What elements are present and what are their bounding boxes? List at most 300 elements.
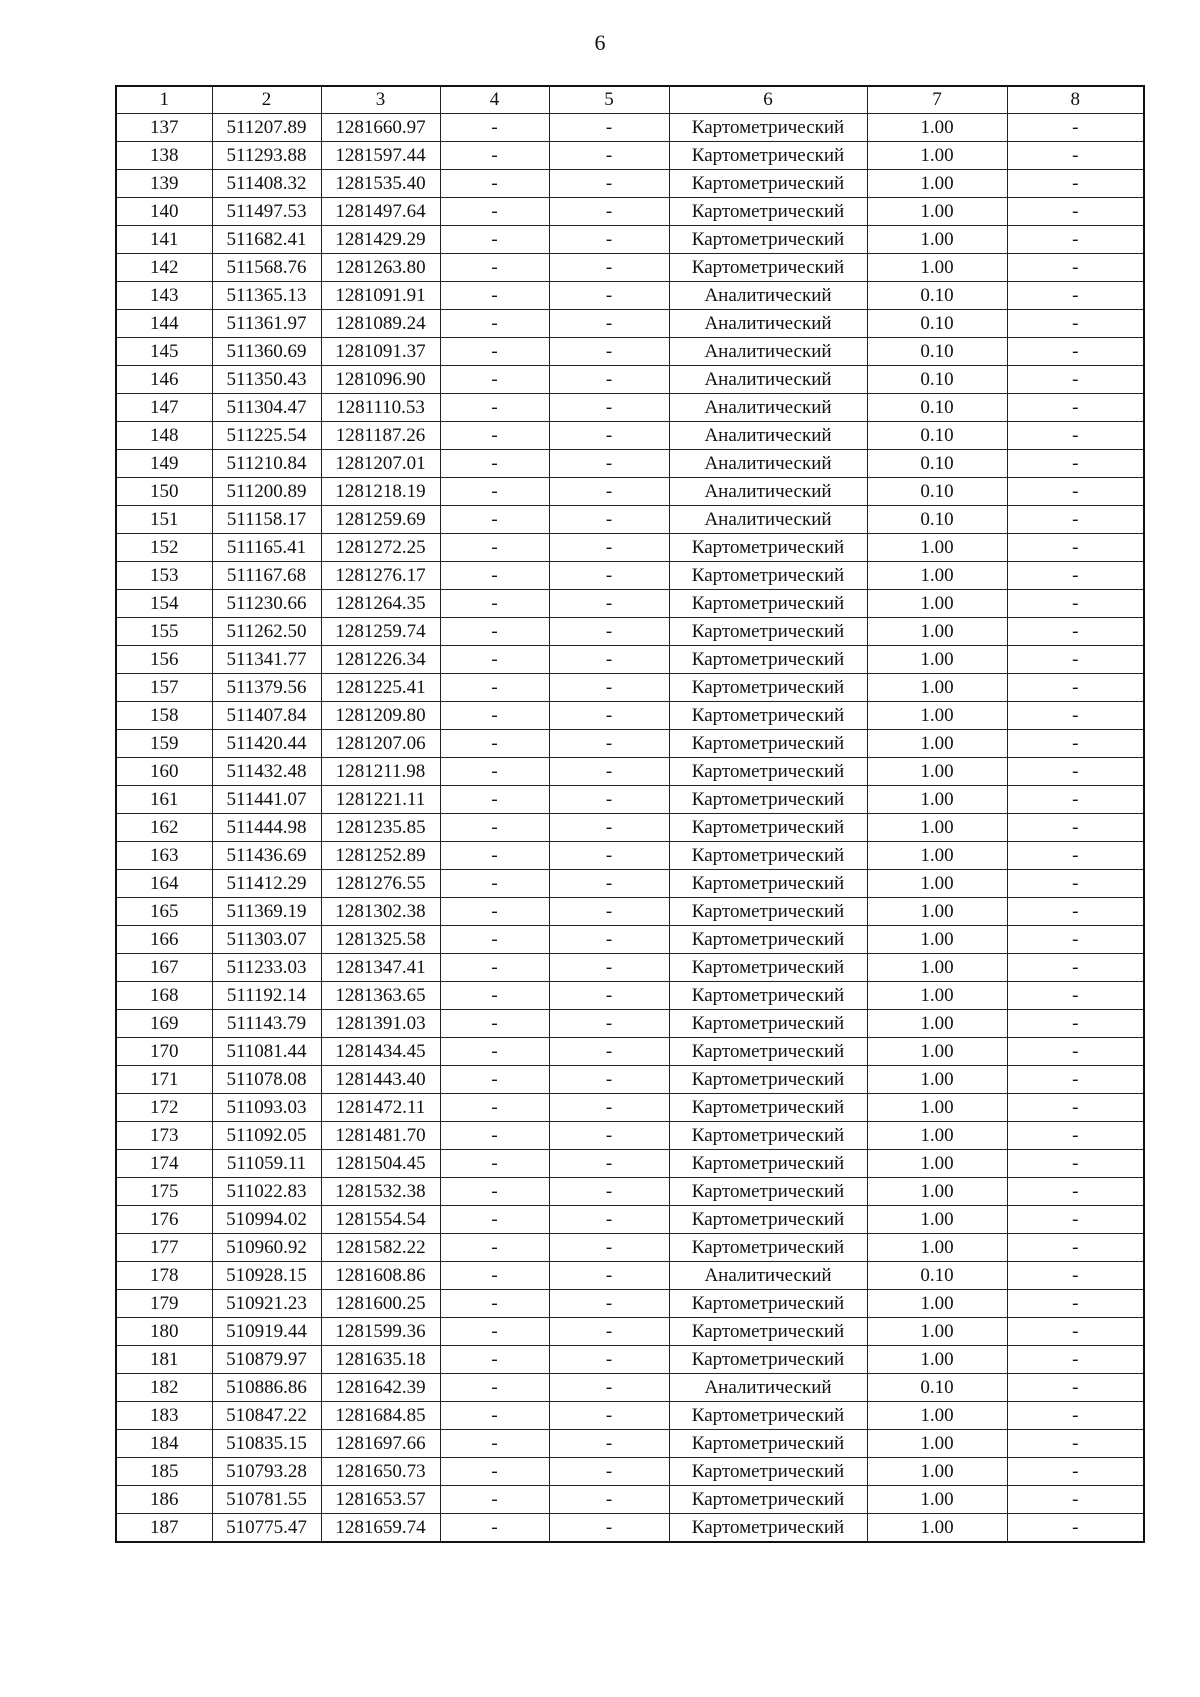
col-4-cell: - xyxy=(440,394,549,422)
col-8-cell: - xyxy=(1007,1234,1144,1262)
col-8-cell: - xyxy=(1007,730,1144,758)
y-coordinate-cell: 1281325.58 xyxy=(321,926,440,954)
col-8-cell: - xyxy=(1007,618,1144,646)
x-coordinate-cell: 510781.55 xyxy=(212,1486,321,1514)
col-8-cell: - xyxy=(1007,394,1144,422)
accuracy-cell: 1.00 xyxy=(867,1514,1007,1543)
table-row xyxy=(116,758,1144,786)
col-5-cell: - xyxy=(549,1122,669,1150)
col-8-cell: - xyxy=(1007,534,1144,562)
table-row xyxy=(116,1178,1144,1206)
col-8-cell: - xyxy=(1007,1290,1144,1318)
method-cell: Аналитический xyxy=(669,310,867,338)
method-cell: Картометрический xyxy=(669,1150,867,1178)
col-4-cell: - xyxy=(440,170,549,198)
col-8-cell: - xyxy=(1007,674,1144,702)
point-number-cell: 172 xyxy=(116,1094,212,1122)
point-number-cell: 140 xyxy=(116,198,212,226)
x-coordinate-cell: 511293.88 xyxy=(212,142,321,170)
col-5-cell: - xyxy=(549,1206,669,1234)
point-number-cell: 184 xyxy=(116,1430,212,1458)
point-number-cell: 161 xyxy=(116,786,212,814)
col-4-cell: - xyxy=(440,646,549,674)
accuracy-cell: 1.00 xyxy=(867,1486,1007,1514)
point-number-cell: 179 xyxy=(116,1290,212,1318)
point-number-cell: 183 xyxy=(116,1402,212,1430)
col-5-cell: - xyxy=(549,814,669,842)
accuracy-cell: 1.00 xyxy=(867,254,1007,282)
y-coordinate-cell: 1281481.70 xyxy=(321,1122,440,1150)
accuracy-cell: 1.00 xyxy=(867,1430,1007,1458)
method-cell: Картометрический xyxy=(669,730,867,758)
table-row xyxy=(116,842,1144,870)
col-5-cell: - xyxy=(549,254,669,282)
y-coordinate-cell: 1281209.80 xyxy=(321,702,440,730)
col-5-cell: - xyxy=(549,506,669,534)
col-8-cell: - xyxy=(1007,142,1144,170)
col-4-cell: - xyxy=(440,1178,549,1206)
col-4-cell: - xyxy=(440,450,549,478)
table-row xyxy=(116,1206,1144,1234)
point-number-cell: 148 xyxy=(116,422,212,450)
method-cell: Картометрический xyxy=(669,898,867,926)
table-row xyxy=(116,1402,1144,1430)
y-coordinate-cell: 1281221.11 xyxy=(321,786,440,814)
col-8-cell: - xyxy=(1007,478,1144,506)
point-number-cell: 145 xyxy=(116,338,212,366)
col-5-cell: - xyxy=(549,1346,669,1374)
method-cell: Картометрический xyxy=(669,1122,867,1150)
accuracy-cell: 1.00 xyxy=(867,114,1007,142)
col-4-cell: - xyxy=(440,1402,549,1430)
col-5-cell: - xyxy=(549,1458,669,1486)
col-4-cell: - xyxy=(440,1206,549,1234)
point-number-cell: 162 xyxy=(116,814,212,842)
accuracy-cell: 1.00 xyxy=(867,1206,1007,1234)
x-coordinate-cell: 511092.05 xyxy=(212,1122,321,1150)
method-cell: Картометрический xyxy=(669,926,867,954)
y-coordinate-cell: 1281697.66 xyxy=(321,1430,440,1458)
table-row xyxy=(116,926,1144,954)
x-coordinate-cell: 511436.69 xyxy=(212,842,321,870)
col-4-cell: - xyxy=(440,114,549,142)
method-cell: Картометрический xyxy=(669,646,867,674)
col-8-cell: - xyxy=(1007,506,1144,534)
col-4-cell: - xyxy=(440,282,549,310)
col-4-cell: - xyxy=(440,310,549,338)
accuracy-cell: 1.00 xyxy=(867,1010,1007,1038)
point-number-cell: 186 xyxy=(116,1486,212,1514)
y-coordinate-cell: 1281235.85 xyxy=(321,814,440,842)
x-coordinate-cell: 510919.44 xyxy=(212,1318,321,1346)
col-8-cell: - xyxy=(1007,870,1144,898)
table-row xyxy=(116,394,1144,422)
col-5-cell: - xyxy=(549,1038,669,1066)
point-number-cell: 180 xyxy=(116,1318,212,1346)
y-coordinate-cell: 1281272.25 xyxy=(321,534,440,562)
y-coordinate-cell: 1281252.89 xyxy=(321,842,440,870)
accuracy-cell: 0.10 xyxy=(867,282,1007,310)
point-number-cell: 155 xyxy=(116,618,212,646)
table-row xyxy=(116,898,1144,926)
x-coordinate-cell: 510960.92 xyxy=(212,1234,321,1262)
table-row xyxy=(116,814,1144,842)
col-8-cell: - xyxy=(1007,562,1144,590)
x-coordinate-cell: 511682.41 xyxy=(212,226,321,254)
point-number-cell: 168 xyxy=(116,982,212,1010)
col-8-cell: - xyxy=(1007,1458,1144,1486)
col-5-cell: - xyxy=(549,982,669,1010)
col-8-cell: - xyxy=(1007,1066,1144,1094)
col-4-cell: - xyxy=(440,226,549,254)
accuracy-cell: 0.10 xyxy=(867,366,1007,394)
x-coordinate-cell: 511360.69 xyxy=(212,338,321,366)
y-coordinate-cell: 1281263.80 xyxy=(321,254,440,282)
point-number-cell: 143 xyxy=(116,282,212,310)
y-coordinate-cell: 1281443.40 xyxy=(321,1066,440,1094)
accuracy-cell: 1.00 xyxy=(867,198,1007,226)
x-coordinate-cell: 511361.97 xyxy=(212,310,321,338)
col-4-cell: - xyxy=(440,1262,549,1290)
x-coordinate-cell: 510879.97 xyxy=(212,1346,321,1374)
col-5-cell: - xyxy=(549,534,669,562)
table-row xyxy=(116,170,1144,198)
y-coordinate-cell: 1281660.97 xyxy=(321,114,440,142)
method-cell: Картометрический xyxy=(669,1234,867,1262)
col-4-cell: - xyxy=(440,478,549,506)
method-cell: Картометрический xyxy=(669,1094,867,1122)
x-coordinate-cell: 511158.17 xyxy=(212,506,321,534)
col-5-cell: - xyxy=(549,674,669,702)
x-coordinate-cell: 510835.15 xyxy=(212,1430,321,1458)
y-coordinate-cell: 1281434.45 xyxy=(321,1038,440,1066)
table-row xyxy=(116,1486,1144,1514)
col-8-cell: - xyxy=(1007,366,1144,394)
table-row xyxy=(116,142,1144,170)
accuracy-cell: 0.10 xyxy=(867,394,1007,422)
y-coordinate-cell: 1281259.74 xyxy=(321,618,440,646)
col-8-cell: - xyxy=(1007,898,1144,926)
table-row xyxy=(116,198,1144,226)
table-row xyxy=(116,1234,1144,1262)
col-8-cell: - xyxy=(1007,282,1144,310)
col-4-cell: - xyxy=(440,366,549,394)
col-4-cell: - xyxy=(440,1234,549,1262)
x-coordinate-cell: 511081.44 xyxy=(212,1038,321,1066)
col-8-cell: - xyxy=(1007,254,1144,282)
col-5-cell: - xyxy=(549,786,669,814)
table-row xyxy=(116,562,1144,590)
x-coordinate-cell: 511093.03 xyxy=(212,1094,321,1122)
col-4-cell: - xyxy=(440,254,549,282)
point-number-cell: 167 xyxy=(116,954,212,982)
col-8-cell: - xyxy=(1007,1374,1144,1402)
col-8-cell: - xyxy=(1007,926,1144,954)
point-number-cell: 160 xyxy=(116,758,212,786)
col-4-cell: - xyxy=(440,926,549,954)
y-coordinate-cell: 1281225.41 xyxy=(321,674,440,702)
point-number-cell: 153 xyxy=(116,562,212,590)
accuracy-cell: 1.00 xyxy=(867,842,1007,870)
y-coordinate-cell: 1281504.45 xyxy=(321,1150,440,1178)
method-cell: Картометрический xyxy=(669,534,867,562)
x-coordinate-cell: 511207.89 xyxy=(212,114,321,142)
col-4-cell: - xyxy=(440,1374,549,1402)
point-number-cell: 185 xyxy=(116,1458,212,1486)
col-5-cell: - xyxy=(549,170,669,198)
col-4-cell: - xyxy=(440,730,549,758)
y-coordinate-cell: 1281259.69 xyxy=(321,506,440,534)
col-5-cell: - xyxy=(549,338,669,366)
point-number-cell: 141 xyxy=(116,226,212,254)
point-number-cell: 156 xyxy=(116,646,212,674)
accuracy-cell: 0.10 xyxy=(867,1374,1007,1402)
table-row xyxy=(116,1318,1144,1346)
col-4-cell: - xyxy=(440,1038,549,1066)
table-row xyxy=(116,870,1144,898)
x-coordinate-cell: 511022.83 xyxy=(212,1178,321,1206)
method-cell: Аналитический xyxy=(669,394,867,422)
col-8-cell: - xyxy=(1007,1010,1144,1038)
x-coordinate-cell: 510994.02 xyxy=(212,1206,321,1234)
point-number-cell: 163 xyxy=(116,842,212,870)
table-row xyxy=(116,982,1144,1010)
col-8-cell: - xyxy=(1007,1262,1144,1290)
col-5-cell: - xyxy=(549,282,669,310)
col-5-cell: - xyxy=(549,1290,669,1318)
x-coordinate-cell: 511420.44 xyxy=(212,730,321,758)
col-8-cell: - xyxy=(1007,842,1144,870)
point-number-cell: 177 xyxy=(116,1234,212,1262)
method-cell: Аналитический xyxy=(669,366,867,394)
page-number: 6 xyxy=(594,30,606,55)
col-4-cell: - xyxy=(440,338,549,366)
col-5-cell: - xyxy=(549,114,669,142)
col-5-cell: - xyxy=(549,758,669,786)
y-coordinate-cell: 1281608.86 xyxy=(321,1262,440,1290)
method-cell: Картометрический xyxy=(669,1346,867,1374)
x-coordinate-cell: 511230.66 xyxy=(212,590,321,618)
method-cell: Аналитический xyxy=(669,282,867,310)
col-4-cell: - xyxy=(440,898,549,926)
col-8-cell: - xyxy=(1007,1178,1144,1206)
col-5-cell: - xyxy=(549,898,669,926)
point-number-cell: 157 xyxy=(116,674,212,702)
col-5-cell: - xyxy=(549,422,669,450)
y-coordinate-cell: 1281302.38 xyxy=(321,898,440,926)
method-cell: Картометрический xyxy=(669,1010,867,1038)
y-coordinate-cell: 1281554.54 xyxy=(321,1206,440,1234)
col-4-cell: - xyxy=(440,1094,549,1122)
col-4-cell: - xyxy=(440,1346,549,1374)
accuracy-cell: 0.10 xyxy=(867,478,1007,506)
table-row xyxy=(116,1066,1144,1094)
x-coordinate-cell: 510793.28 xyxy=(212,1458,321,1486)
x-coordinate-cell: 510928.15 xyxy=(212,1262,321,1290)
table-row xyxy=(116,702,1144,730)
table-row xyxy=(116,1150,1144,1178)
x-coordinate-cell: 510775.47 xyxy=(212,1514,321,1543)
col-8-cell: - xyxy=(1007,814,1144,842)
col-8-cell: - xyxy=(1007,646,1144,674)
col-8-cell: - xyxy=(1007,1206,1144,1234)
accuracy-cell: 0.10 xyxy=(867,506,1007,534)
accuracy-cell: 1.00 xyxy=(867,954,1007,982)
col-5-cell: - xyxy=(549,702,669,730)
col-5-cell: - xyxy=(549,1178,669,1206)
method-cell: Аналитический xyxy=(669,450,867,478)
method-cell: Картометрический xyxy=(669,1038,867,1066)
col-5-cell: - xyxy=(549,450,669,478)
col-5-cell: - xyxy=(549,142,669,170)
col-5-cell: - xyxy=(549,1094,669,1122)
point-number-cell: 182 xyxy=(116,1374,212,1402)
col-4-cell: - xyxy=(440,562,549,590)
x-coordinate-cell: 511078.08 xyxy=(212,1066,321,1094)
x-coordinate-cell: 511432.48 xyxy=(212,758,321,786)
table-row xyxy=(116,646,1144,674)
point-number-cell: 165 xyxy=(116,898,212,926)
accuracy-cell: 1.00 xyxy=(867,1346,1007,1374)
accuracy-cell: 1.00 xyxy=(867,870,1007,898)
table-row xyxy=(116,954,1144,982)
x-coordinate-cell: 511303.07 xyxy=(212,926,321,954)
table-row xyxy=(116,590,1144,618)
accuracy-cell: 1.00 xyxy=(867,674,1007,702)
method-cell: Картометрический xyxy=(669,114,867,142)
accuracy-cell: 1.00 xyxy=(867,1038,1007,1066)
y-coordinate-cell: 1281582.22 xyxy=(321,1234,440,1262)
point-number-cell: 139 xyxy=(116,170,212,198)
accuracy-cell: 1.00 xyxy=(867,786,1007,814)
x-coordinate-cell: 510921.23 xyxy=(212,1290,321,1318)
point-number-cell: 154 xyxy=(116,590,212,618)
accuracy-cell: 1.00 xyxy=(867,226,1007,254)
col-8-cell: - xyxy=(1007,954,1144,982)
method-cell: Картометрический xyxy=(669,870,867,898)
point-number-cell: 176 xyxy=(116,1206,212,1234)
point-number-cell: 150 xyxy=(116,478,212,506)
y-coordinate-cell: 1281535.40 xyxy=(321,170,440,198)
accuracy-cell: 1.00 xyxy=(867,926,1007,954)
y-coordinate-cell: 1281642.39 xyxy=(321,1374,440,1402)
y-coordinate-cell: 1281096.90 xyxy=(321,366,440,394)
x-coordinate-cell: 510886.86 xyxy=(212,1374,321,1402)
col-5-cell: - xyxy=(549,870,669,898)
accuracy-cell: 1.00 xyxy=(867,590,1007,618)
accuracy-cell: 1.00 xyxy=(867,1458,1007,1486)
coordinates-table xyxy=(115,85,1145,1543)
table-row xyxy=(116,674,1144,702)
x-coordinate-cell: 511444.98 xyxy=(212,814,321,842)
y-coordinate-cell: 1281391.03 xyxy=(321,1010,440,1038)
col-5-cell: - xyxy=(549,618,669,646)
point-number-cell: 149 xyxy=(116,450,212,478)
accuracy-cell: 1.00 xyxy=(867,170,1007,198)
point-number-cell: 170 xyxy=(116,1038,212,1066)
col-8-cell: - xyxy=(1007,982,1144,1010)
col-8-cell: - xyxy=(1007,1318,1144,1346)
method-cell: Картометрический xyxy=(669,954,867,982)
col-4-cell: - xyxy=(440,1290,549,1318)
column-header: 3 xyxy=(321,86,440,114)
col-4-cell: - xyxy=(440,1010,549,1038)
point-number-cell: 171 xyxy=(116,1066,212,1094)
col-4-cell: - xyxy=(440,870,549,898)
col-5-cell: - xyxy=(549,366,669,394)
y-coordinate-cell: 1281599.36 xyxy=(321,1318,440,1346)
col-5-cell: - xyxy=(549,1318,669,1346)
method-cell: Картометрический xyxy=(669,842,867,870)
y-coordinate-cell: 1281276.55 xyxy=(321,870,440,898)
accuracy-cell: 1.00 xyxy=(867,1318,1007,1346)
column-header: 6 xyxy=(669,86,867,114)
col-8-cell: - xyxy=(1007,1402,1144,1430)
y-coordinate-cell: 1281207.06 xyxy=(321,730,440,758)
column-header: 2 xyxy=(212,86,321,114)
col-8-cell: - xyxy=(1007,1122,1144,1150)
table-row xyxy=(116,534,1144,562)
x-coordinate-cell: 511369.19 xyxy=(212,898,321,926)
y-coordinate-cell: 1281211.98 xyxy=(321,758,440,786)
accuracy-cell: 1.00 xyxy=(867,1402,1007,1430)
column-header: 8 xyxy=(1007,86,1144,114)
table-row xyxy=(116,366,1144,394)
x-coordinate-cell: 511497.53 xyxy=(212,198,321,226)
x-coordinate-cell: 511568.76 xyxy=(212,254,321,282)
method-cell: Картометрический xyxy=(669,674,867,702)
col-5-cell: - xyxy=(549,1486,669,1514)
col-5-cell: - xyxy=(549,226,669,254)
method-cell: Аналитический xyxy=(669,1262,867,1290)
col-4-cell: - xyxy=(440,814,549,842)
y-coordinate-cell: 1281091.37 xyxy=(321,338,440,366)
point-number-cell: 137 xyxy=(116,114,212,142)
col-8-cell: - xyxy=(1007,1094,1144,1122)
x-coordinate-cell: 511210.84 xyxy=(212,450,321,478)
table-row xyxy=(116,422,1144,450)
col-4-cell: - xyxy=(440,618,549,646)
col-4-cell: - xyxy=(440,982,549,1010)
col-8-cell: - xyxy=(1007,422,1144,450)
point-number-cell: 147 xyxy=(116,394,212,422)
col-4-cell: - xyxy=(440,758,549,786)
table-row xyxy=(116,282,1144,310)
y-coordinate-cell: 1281532.38 xyxy=(321,1178,440,1206)
col-5-cell: - xyxy=(549,1066,669,1094)
col-4-cell: - xyxy=(440,198,549,226)
table-row xyxy=(116,1290,1144,1318)
col-8-cell: - xyxy=(1007,1430,1144,1458)
y-coordinate-cell: 1281276.17 xyxy=(321,562,440,590)
point-number-cell: 144 xyxy=(116,310,212,338)
method-cell: Картометрический xyxy=(669,1066,867,1094)
col-5-cell: - xyxy=(549,1150,669,1178)
col-4-cell: - xyxy=(440,1486,549,1514)
y-coordinate-cell: 1281218.19 xyxy=(321,478,440,506)
x-coordinate-cell: 511379.56 xyxy=(212,674,321,702)
col-4-cell: - xyxy=(440,1318,549,1346)
col-5-cell: - xyxy=(549,198,669,226)
accuracy-cell: 1.00 xyxy=(867,702,1007,730)
table-row xyxy=(116,1430,1144,1458)
col-4-cell: - xyxy=(440,674,549,702)
col-5-cell: - xyxy=(549,1402,669,1430)
method-cell: Картометрический xyxy=(669,142,867,170)
table-row xyxy=(116,450,1144,478)
method-cell: Картометрический xyxy=(669,982,867,1010)
y-coordinate-cell: 1281363.65 xyxy=(321,982,440,1010)
